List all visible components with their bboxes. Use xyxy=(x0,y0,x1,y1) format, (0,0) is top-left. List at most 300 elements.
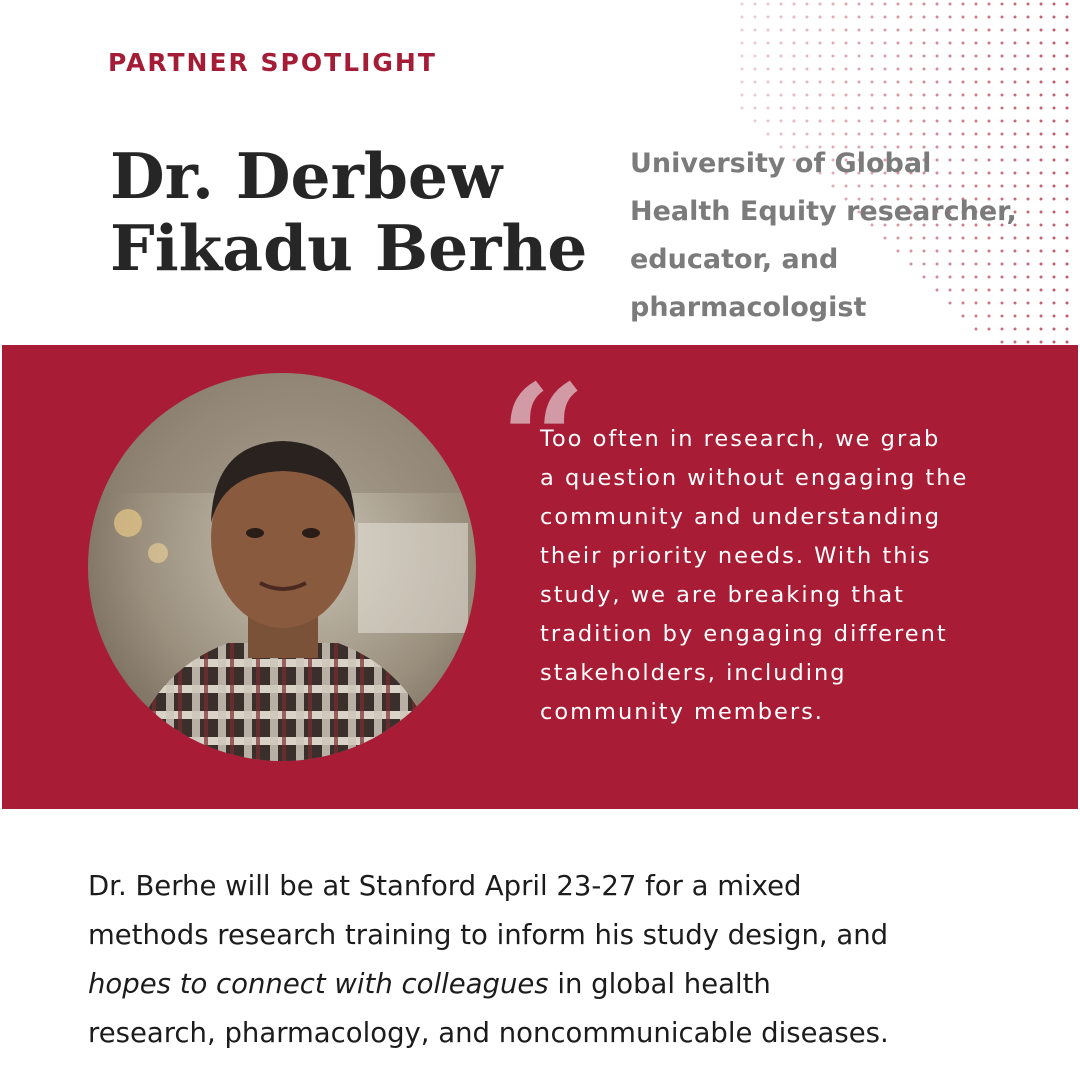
decorative-dot xyxy=(858,3,861,6)
decorative-dot xyxy=(923,42,926,45)
decorative-dot xyxy=(1053,3,1056,6)
decorative-dot xyxy=(897,29,900,32)
decorative-dot xyxy=(988,3,991,6)
decorative-dot xyxy=(975,16,978,19)
decorative-dot xyxy=(923,133,926,136)
decorative-dot xyxy=(793,55,796,58)
decorative-dot xyxy=(975,94,978,97)
decorative-dot xyxy=(910,94,913,97)
decorative-dot xyxy=(845,94,848,97)
decorative-dot xyxy=(1040,120,1043,123)
decorative-dot xyxy=(1014,94,1017,97)
decorative-dot xyxy=(910,68,913,71)
decorative-dot xyxy=(1066,159,1069,162)
decorative-dot xyxy=(871,81,874,84)
decorative-dot xyxy=(858,29,861,32)
decorative-dot xyxy=(897,42,900,45)
decorative-dot xyxy=(884,133,887,136)
decorative-dot xyxy=(1040,55,1043,58)
decorative-dot xyxy=(1027,68,1030,71)
decorative-dot xyxy=(1066,211,1069,214)
decorative-dot xyxy=(806,107,809,110)
quote-line: their priority needs. With this xyxy=(540,543,932,569)
decorative-dot xyxy=(1014,68,1017,71)
decorative-dot xyxy=(845,133,848,136)
decorative-dot xyxy=(884,107,887,110)
decorative-dot xyxy=(1053,55,1056,58)
decorative-dot xyxy=(832,16,835,19)
person-role-line: educator, and xyxy=(630,244,839,275)
decorative-dot xyxy=(1040,68,1043,71)
decorative-dot xyxy=(767,16,770,19)
decorative-dot xyxy=(871,29,874,32)
decorative-dot xyxy=(1001,81,1004,84)
decorative-dot xyxy=(806,94,809,97)
decorative-dot xyxy=(975,120,978,123)
decorative-dot xyxy=(988,68,991,71)
decorative-dot xyxy=(1014,42,1017,45)
decorative-dot xyxy=(754,107,757,110)
decorative-dot xyxy=(741,16,744,19)
decorative-dot xyxy=(923,3,926,6)
decorative-dot xyxy=(858,94,861,97)
decorative-dot xyxy=(975,133,978,136)
decorative-dot xyxy=(962,68,965,71)
decorative-dot xyxy=(1066,341,1069,344)
decorative-dot xyxy=(962,16,965,19)
announcement-text: in global health xyxy=(548,968,771,1000)
decorative-dot xyxy=(988,107,991,110)
decorative-dot xyxy=(949,55,952,58)
decorative-dot xyxy=(767,107,770,110)
decorative-dot xyxy=(832,42,835,45)
decorative-dot xyxy=(1066,289,1069,292)
decorative-dot xyxy=(858,107,861,110)
decorative-dot xyxy=(936,16,939,19)
decorative-dot xyxy=(923,16,926,19)
decorative-dot xyxy=(819,94,822,97)
decorative-dot xyxy=(832,29,835,32)
decorative-dot xyxy=(1066,107,1069,110)
decorative-dot xyxy=(871,55,874,58)
announcement-line: research, pharmacology, and noncommunicable diseases. xyxy=(88,1017,889,1049)
decorative-dot xyxy=(780,68,783,71)
person-name-line: Fikadu Berhe xyxy=(110,211,588,285)
decorative-dot xyxy=(923,29,926,32)
decorative-dot xyxy=(1040,94,1043,97)
decorative-dot xyxy=(767,120,770,123)
decorative-dot xyxy=(936,133,939,136)
decorative-dot xyxy=(832,107,835,110)
decorative-dot xyxy=(1040,107,1043,110)
decorative-dot xyxy=(1053,263,1056,266)
decorative-dot xyxy=(741,81,744,84)
decorative-dot xyxy=(819,68,822,71)
decorative-dot xyxy=(1027,42,1030,45)
decorative-dot xyxy=(936,29,939,32)
decorative-dot xyxy=(1053,302,1056,305)
decorative-dot xyxy=(741,68,744,71)
decorative-dot xyxy=(962,120,965,123)
decorative-dot xyxy=(1066,250,1069,253)
decorative-dot xyxy=(819,133,822,136)
decorative-dot xyxy=(780,81,783,84)
decorative-dot xyxy=(832,55,835,58)
decorative-dot xyxy=(1014,341,1017,344)
decorative-dot xyxy=(988,16,991,19)
decorative-dot xyxy=(923,107,926,110)
decorative-dot xyxy=(1027,16,1030,19)
decorative-dot xyxy=(806,16,809,19)
decorative-dot xyxy=(1040,81,1043,84)
decorative-dot xyxy=(1066,224,1069,227)
decorative-dot xyxy=(988,55,991,58)
decorative-dot xyxy=(819,42,822,45)
decorative-dot xyxy=(754,55,757,58)
decorative-dot xyxy=(780,29,783,32)
decorative-dot xyxy=(962,3,965,6)
decorative-dot xyxy=(1053,29,1056,32)
decorative-dot xyxy=(975,3,978,6)
decorative-dot xyxy=(1040,133,1043,136)
decorative-dot xyxy=(1001,68,1004,71)
decorative-dot xyxy=(1066,55,1069,58)
decorative-dot xyxy=(754,68,757,71)
decorative-dot xyxy=(949,3,952,6)
decorative-dot xyxy=(936,81,939,84)
decorative-dot xyxy=(962,133,965,136)
decorative-dot xyxy=(1001,120,1004,123)
decorative-dot xyxy=(936,107,939,110)
decorative-dot xyxy=(923,55,926,58)
section-kicker: PARTNER SPOTLIGHT xyxy=(108,48,437,77)
decorative-dot xyxy=(1053,237,1056,240)
decorative-dot xyxy=(741,3,744,6)
decorative-dot xyxy=(988,81,991,84)
person-role-line: pharmacologist xyxy=(630,292,867,323)
decorative-dot xyxy=(767,29,770,32)
decorative-dot xyxy=(806,55,809,58)
decorative-dot xyxy=(1040,3,1043,6)
decorative-dot xyxy=(1027,120,1030,123)
quote-line: stakeholders, including xyxy=(540,660,847,686)
decorative-dot xyxy=(741,55,744,58)
decorative-dot xyxy=(1066,172,1069,175)
quotation-mark-icon: “ xyxy=(500,352,587,528)
decorative-dot xyxy=(949,120,952,123)
decorative-dot xyxy=(1053,224,1056,227)
decorative-dot xyxy=(819,120,822,123)
decorative-dot xyxy=(793,120,796,123)
decorative-dot xyxy=(884,29,887,32)
decorative-dot xyxy=(1066,263,1069,266)
decorative-dot xyxy=(754,3,757,6)
quote-line: tradition by engaging different xyxy=(540,621,948,647)
decorative-dot xyxy=(871,94,874,97)
decorative-dot xyxy=(793,94,796,97)
decorative-dot xyxy=(1066,237,1069,240)
decorative-dot xyxy=(754,120,757,123)
decorative-dot xyxy=(754,94,757,97)
decorative-dot xyxy=(910,16,913,19)
decorative-dot xyxy=(806,68,809,71)
decorative-dot xyxy=(1027,107,1030,110)
decorative-dot xyxy=(1014,107,1017,110)
decorative-dot xyxy=(1066,3,1069,6)
decorative-dot xyxy=(741,107,744,110)
announcement-emphasis: hopes to connect with colleagues xyxy=(88,968,549,1000)
decorative-dot xyxy=(1053,107,1056,110)
decorative-dot xyxy=(1027,81,1030,84)
decorative-dot xyxy=(1066,302,1069,305)
decorative-dot xyxy=(1001,16,1004,19)
decorative-dot xyxy=(780,107,783,110)
decorative-dot xyxy=(845,55,848,58)
decorative-dot xyxy=(832,120,835,123)
decorative-dot xyxy=(1053,289,1056,292)
decorative-dot xyxy=(793,16,796,19)
decorative-dot xyxy=(962,81,965,84)
decorative-dot xyxy=(1053,16,1056,19)
decorative-dot xyxy=(845,29,848,32)
decorative-dot xyxy=(767,42,770,45)
decorative-dot xyxy=(1053,159,1056,162)
decorative-dot xyxy=(780,3,783,6)
decorative-dot xyxy=(754,29,757,32)
decorative-dot xyxy=(988,42,991,45)
decorative-dot xyxy=(897,68,900,71)
announcement-line: Dr. Berhe will be at Stanford April 23-27 for a mixed xyxy=(88,870,802,902)
decorative-dot xyxy=(884,81,887,84)
decorative-dot xyxy=(871,107,874,110)
decorative-dot xyxy=(910,3,913,6)
decorative-dot xyxy=(871,3,874,6)
decorative-dot xyxy=(1014,120,1017,123)
decorative-dot xyxy=(1066,315,1069,318)
decorative-dot xyxy=(819,16,822,19)
decorative-dot xyxy=(1066,146,1069,149)
decorative-dot xyxy=(1027,133,1030,136)
decorative-dot xyxy=(1053,68,1056,71)
decorative-dot xyxy=(1053,250,1056,253)
decorative-dot xyxy=(884,16,887,19)
decorative-dot xyxy=(897,3,900,6)
decorative-dot xyxy=(1066,68,1069,71)
decorative-dot xyxy=(832,133,835,136)
decorative-dot xyxy=(1053,328,1056,331)
quote-line: community and understanding xyxy=(540,504,942,530)
decorative-dot xyxy=(780,42,783,45)
decorative-dot xyxy=(832,81,835,84)
person-name xyxy=(110,140,590,284)
decorative-dot xyxy=(897,16,900,19)
decorative-dot xyxy=(1027,29,1030,32)
decorative-dot xyxy=(754,81,757,84)
decorative-dot xyxy=(1053,172,1056,175)
decorative-dot xyxy=(767,68,770,71)
decorative-dot xyxy=(1066,94,1069,97)
decorative-dot xyxy=(1001,341,1004,344)
decorative-dot xyxy=(858,120,861,123)
decorative-dot xyxy=(858,133,861,136)
decorative-dot xyxy=(884,94,887,97)
decorative-dot xyxy=(806,133,809,136)
decorative-dot xyxy=(975,42,978,45)
decorative-dot xyxy=(767,94,770,97)
decorative-dot xyxy=(936,3,939,6)
decorative-dot xyxy=(832,94,835,97)
decorative-dot xyxy=(1027,94,1030,97)
decorative-dot xyxy=(962,107,965,110)
decorative-dot xyxy=(780,16,783,19)
person-role-line: University of Global xyxy=(630,148,932,179)
decorative-dot xyxy=(741,42,744,45)
decorative-dot xyxy=(897,55,900,58)
decorative-dot xyxy=(975,29,978,32)
decorative-dot xyxy=(962,42,965,45)
decorative-dot xyxy=(1066,29,1069,32)
decorative-dot xyxy=(884,42,887,45)
decorative-dot xyxy=(1014,55,1017,58)
decorative-dot xyxy=(754,42,757,45)
decorative-dot xyxy=(754,16,757,19)
decorative-dot xyxy=(936,68,939,71)
decorative-dot xyxy=(819,107,822,110)
decorative-dot xyxy=(1027,341,1030,344)
decorative-dot xyxy=(1053,341,1056,344)
decorative-dot xyxy=(897,133,900,136)
decorative-dot xyxy=(884,120,887,123)
decorative-dot xyxy=(910,29,913,32)
decorative-dot xyxy=(962,29,965,32)
decorative-dot xyxy=(897,94,900,97)
decorative-dot xyxy=(806,3,809,6)
decorative-dot xyxy=(793,29,796,32)
decorative-dot xyxy=(806,42,809,45)
decorative-dot xyxy=(1027,55,1030,58)
decorative-dot xyxy=(1053,94,1056,97)
decorative-dot xyxy=(910,55,913,58)
decorative-dot xyxy=(897,120,900,123)
quote-line: a question without engaging the xyxy=(540,465,969,491)
decorative-dot xyxy=(741,94,744,97)
quote-line: Too often in research, we grab xyxy=(540,426,941,452)
decorative-dot xyxy=(897,107,900,110)
decorative-dot xyxy=(1014,29,1017,32)
decorative-dot xyxy=(988,29,991,32)
decorative-dot xyxy=(1053,185,1056,188)
decorative-dot xyxy=(936,94,939,97)
decorative-dot xyxy=(871,120,874,123)
visit-announcement xyxy=(88,862,1048,1058)
quote-line: community members. xyxy=(540,699,824,725)
decorative-dot xyxy=(975,81,978,84)
decorative-dot xyxy=(949,81,952,84)
decorative-dot xyxy=(988,94,991,97)
decorative-dot xyxy=(1053,120,1056,123)
person-role-line: Health Equity researcher, xyxy=(630,196,1017,227)
decorative-dot xyxy=(1053,211,1056,214)
decorative-dot xyxy=(884,3,887,6)
decorative-dot xyxy=(1014,81,1017,84)
decorative-dot xyxy=(962,55,965,58)
decorative-dot xyxy=(845,120,848,123)
decorative-dot xyxy=(1001,29,1004,32)
decorative-dot xyxy=(936,42,939,45)
decorative-dot xyxy=(1014,16,1017,19)
decorative-dot xyxy=(1040,341,1043,344)
quote-line: study, we are breaking that xyxy=(540,582,905,608)
decorative-dot xyxy=(988,133,991,136)
decorative-dot xyxy=(1027,3,1030,6)
decorative-dot xyxy=(793,68,796,71)
person-name-line: Dr. Derbew xyxy=(110,139,503,213)
decorative-dot xyxy=(975,68,978,71)
decorative-dot xyxy=(1066,133,1069,136)
decorative-dot xyxy=(845,3,848,6)
decorative-dot xyxy=(819,55,822,58)
decorative-dot xyxy=(767,81,770,84)
decorative-dot xyxy=(949,94,952,97)
decorative-dot xyxy=(1066,120,1069,123)
decorative-dot xyxy=(858,16,861,19)
decorative-dot xyxy=(819,3,822,6)
decorative-dot xyxy=(962,94,965,97)
decorative-dot xyxy=(806,120,809,123)
decorative-dot xyxy=(897,81,900,84)
decorative-dot xyxy=(793,42,796,45)
decorative-dot xyxy=(1066,42,1069,45)
decorative-dot xyxy=(1040,16,1043,19)
decorative-dot xyxy=(910,42,913,45)
decorative-dot xyxy=(1053,146,1056,149)
decorative-dot xyxy=(767,133,770,136)
decorative-dot xyxy=(780,94,783,97)
decorative-dot xyxy=(884,55,887,58)
decorative-dot xyxy=(1066,81,1069,84)
decorative-dot xyxy=(1001,94,1004,97)
decorative-dot xyxy=(1066,198,1069,201)
announcement-line xyxy=(88,960,1048,1009)
decorative-dot xyxy=(780,120,783,123)
decorative-dot xyxy=(949,68,952,71)
decorative-dot xyxy=(1001,133,1004,136)
decorative-dot xyxy=(871,133,874,136)
decorative-dot xyxy=(884,68,887,71)
decorative-dot xyxy=(975,55,978,58)
decorative-dot xyxy=(741,29,744,32)
decorative-dot xyxy=(1053,42,1056,45)
decorative-dot xyxy=(1001,42,1004,45)
decorative-dot xyxy=(936,120,939,123)
decorative-dot xyxy=(1066,16,1069,19)
decorative-dot xyxy=(949,133,952,136)
decorative-dot xyxy=(806,81,809,84)
decorative-dot xyxy=(858,42,861,45)
decorative-dot xyxy=(793,3,796,6)
decorative-dot xyxy=(1053,81,1056,84)
decorative-dot xyxy=(923,81,926,84)
decorative-dot xyxy=(845,68,848,71)
decorative-dot xyxy=(1053,276,1056,279)
decorative-dot xyxy=(819,29,822,32)
decorative-dot xyxy=(793,81,796,84)
decorative-dot xyxy=(845,81,848,84)
decorative-dot xyxy=(1014,133,1017,136)
decorative-dot xyxy=(949,29,952,32)
decorative-dot xyxy=(949,107,952,110)
decorative-dot xyxy=(1001,3,1004,6)
